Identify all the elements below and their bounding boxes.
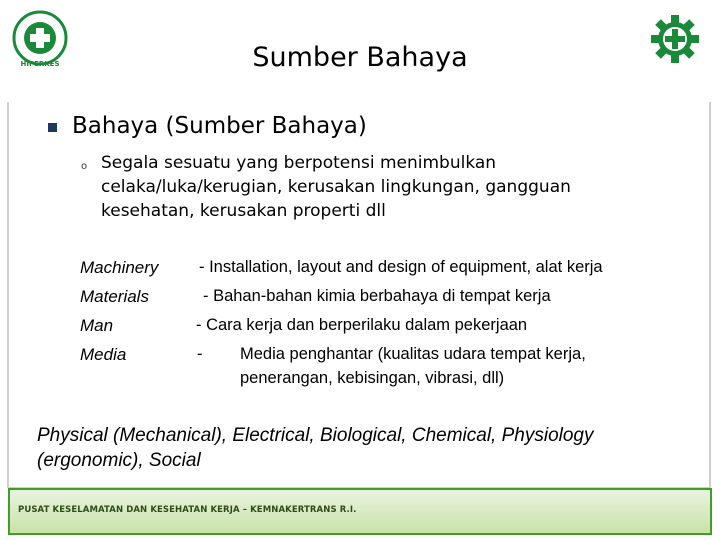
item-label-machinery: Machinery: [80, 258, 159, 277]
item-label-media: Media: [80, 345, 127, 364]
item-desc-man: - Cara kerja dan berperilaku dalam pekerjaan: [196, 316, 528, 334]
footer-text: PUSAT KESELAMATAN DAN KESEHATAN KERJA – KEMNAKERTRANS R.I.: [18, 505, 357, 515]
item-label-materials: Materials: [80, 287, 149, 306]
item-label-man: Man: [80, 316, 114, 335]
item-desc-materials: - Bahan-bahan kimia berbahaya di tempat kerja: [203, 287, 551, 305]
definition-text: Segala sesuatu yang berpotensi menimbulkan celaka/luka/kerugian, kerusakan lingkungan, gangguan kesehatan, kerusakan properti dll: [101, 153, 571, 221]
item-desc-media-2: penerangan, kebisingan, vibrasi, dll): [240, 369, 505, 387]
page-title: Sumber Bahaya: [252, 42, 468, 73]
item-dash-media: -: [197, 345, 203, 363]
hazard-categories-text: Physical (Mechanical), Electrical, Biological, Chemical, Physiology (ergonomic), Social: [37, 425, 594, 471]
square-bullet-icon: [48, 123, 57, 132]
item-desc-media: Media penghantar (kualitas udara tempat kerja,: [240, 345, 586, 363]
item-desc-machinery: - Installation, layout and design of equipment, alat kerja: [199, 258, 603, 276]
hiperkes-logo-text: HIPERKES: [20, 60, 60, 68]
section-heading: Bahaya (Sumber Bahaya): [72, 113, 367, 139]
sub-bullet: o: [81, 161, 88, 172]
